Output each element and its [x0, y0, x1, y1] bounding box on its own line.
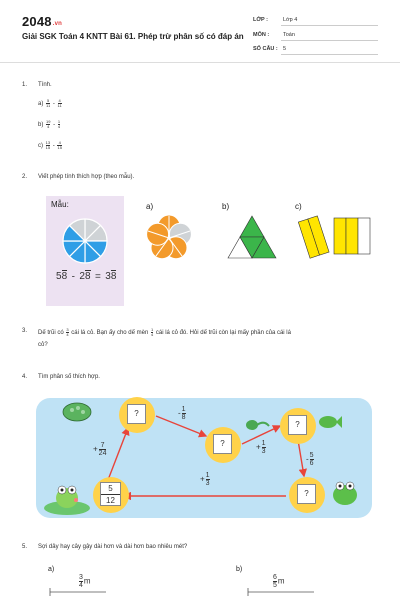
- header-divider: [0, 62, 400, 63]
- part-label: b): [236, 566, 243, 573]
- q1-part-a: [38, 99, 63, 108]
- node-unknown-3: [280, 408, 316, 444]
- question-text: Sợi dây hay cây gậy dài hơn và dài hơn bao nhiêu mét?: [38, 544, 188, 550]
- page-title: Giải SGK Toán 4 KNTT Bài 61. Phép trừ phân số có đáp án: [22, 32, 244, 41]
- meta-socau-label: SỐ CÂU :: [253, 46, 278, 52]
- part-label: b): [222, 202, 230, 211]
- fraction: $\frac{19}{4}$: [46, 119, 51, 129]
- fraction: $\frac{4}{11}$: [57, 98, 62, 108]
- operator-2: - $\frac{1}{8}$: [178, 406, 186, 421]
- meta-socau-value: 5: [283, 46, 287, 52]
- answer-box[interactable]: ?: [213, 434, 232, 454]
- flower-shape-icon: [145, 214, 193, 262]
- question-text: Tìm phân số thích hợp.: [38, 374, 100, 380]
- frog-icon: [328, 478, 362, 506]
- meta-underline: [281, 25, 378, 26]
- fraction: $\frac{1}{4}$: [57, 119, 61, 129]
- q1-part-b: [38, 120, 61, 129]
- question-text-continued: cỏ?: [38, 342, 48, 348]
- operator-3: + $\frac{1}{3}$: [256, 440, 266, 455]
- fraction: 58: [56, 270, 68, 282]
- answer-box[interactable]: ?: [297, 484, 316, 504]
- fish-icon: [316, 412, 342, 432]
- node-unknown-2: [205, 427, 241, 463]
- part-label: c): [38, 143, 43, 150]
- example-label: Mẫu:: [51, 200, 69, 209]
- stick-length: $\frac{6}{5}$ m: [273, 574, 285, 589]
- node-start: [93, 477, 129, 513]
- minus-sign: -: [52, 143, 55, 150]
- example-equation: [56, 268, 116, 286]
- logo-text: 2048: [22, 14, 52, 29]
- fraction: $\frac{5}{11}$: [46, 98, 51, 108]
- meta-lop-value: Lớp 4: [283, 17, 298, 23]
- fraction: 28: [79, 270, 91, 282]
- rope-length: $\frac{3}{4}$ m: [79, 574, 91, 589]
- operator-5: + $\frac{1}{3}$: [200, 472, 210, 487]
- operator-4: - $\frac{5}{6}$: [306, 452, 314, 467]
- part-label: a): [146, 202, 154, 211]
- q1-part-c: [38, 141, 63, 150]
- rectangle-shape-icon: [296, 212, 376, 260]
- example-circle-icon: [60, 216, 110, 266]
- part-label: c): [295, 202, 302, 211]
- part-label: a): [48, 566, 55, 573]
- node-unknown-1: [119, 397, 155, 433]
- minus-sign: -: [71, 271, 75, 283]
- meta-mon-label: MÔN :: [253, 32, 270, 38]
- question-number: 2.: [22, 174, 28, 180]
- rope-measure-line: [48, 588, 108, 596]
- site-logo[interactable]: [22, 14, 62, 29]
- frog-on-lilypad-icon: [42, 480, 92, 516]
- question-number: 5.: [22, 544, 28, 550]
- meta-underline: [281, 54, 378, 55]
- start-fraction: 5 12: [100, 482, 121, 506]
- fraction: 38: [105, 270, 117, 282]
- equals-sign: =: [94, 271, 101, 283]
- answer-box[interactable]: ?: [288, 415, 307, 435]
- stick-measure-line: [246, 588, 316, 596]
- fraction: $\frac{4}{15}$: [57, 140, 62, 150]
- question-number: 4.: [22, 374, 28, 380]
- meta-mon-value: Toán: [283, 32, 295, 38]
- answer-box[interactable]: ?: [127, 404, 146, 424]
- turtle-icon: [60, 400, 94, 422]
- minus-sign: -: [52, 101, 55, 108]
- operator-1: + $\frac{7}{24}$: [93, 442, 107, 457]
- meta-lop-label: LỚP :: [253, 17, 268, 23]
- node-unknown-4: [289, 477, 325, 513]
- question-text: Dế trũi có $\frac{3}{4}$ cái lá cỏ. Bạn ấy cho dế mèn $\frac{1}{4}$ cái lá cỏ đó. Hỏi dế trũi còn lại mấy phần của cái lá: [38, 327, 291, 337]
- example-panel: [46, 196, 124, 306]
- meta-underline: [281, 40, 378, 41]
- part-label: b): [38, 122, 44, 129]
- fraction: $\frac{13}{15}$: [45, 140, 51, 150]
- tadpole-icon: [244, 418, 270, 432]
- question-text: Viết phép tính thích hợp (theo mẫu).: [38, 174, 135, 180]
- question-text: Tính.: [38, 82, 52, 88]
- triangle-shape-icon: [224, 214, 280, 260]
- minus-sign: -: [53, 122, 56, 129]
- question-number: 1.: [22, 82, 28, 88]
- logo-suffix: .vn: [52, 21, 63, 27]
- part-label: a): [38, 101, 44, 108]
- question-number: 3.: [22, 328, 28, 334]
